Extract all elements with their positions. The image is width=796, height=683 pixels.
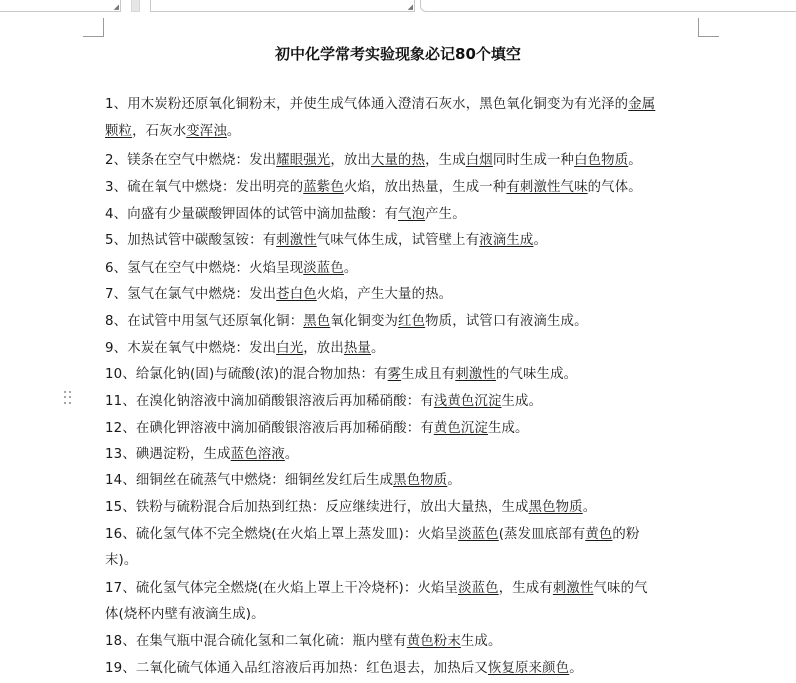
line-text: 的气体。 — [587, 180, 642, 195]
paragraph-line — [105, 287, 452, 303]
toolbar-group[interactable] — [0, 0, 121, 12]
line-text: (蒸发皿底部有 — [498, 527, 586, 542]
line-text: 。 — [628, 153, 642, 168]
line-text: 15、铁粉与硫粉混合后加热到红热：反应继续进行，放出大量热，生成 — [105, 500, 529, 515]
toolbar-group[interactable] — [150, 0, 415, 12]
answer-blank: 黑色 — [303, 314, 331, 329]
line-text: 。 — [582, 500, 597, 515]
line-text: 18、在集气瓶中混合硫化氢和二氧化硫：瓶内壁有 — [105, 634, 407, 649]
line-text: 13、碘遇淀粉，生成 — [105, 447, 231, 462]
document-title: 初中化学常考实验现象必记80个填空 — [275, 45, 521, 63]
line-text: 的气味生成。 — [495, 367, 578, 382]
paragraph-line — [105, 233, 547, 249]
paragraph-line — [105, 394, 542, 410]
paragraph-line — [105, 180, 642, 196]
paragraph-line — [105, 341, 385, 357]
paragraph-line — [105, 500, 596, 516]
line-text: 末)。 — [105, 553, 138, 568]
paragraph-line — [105, 581, 648, 597]
answer-blank: 黄色粉末 — [406, 634, 461, 649]
toolbar-group[interactable] — [420, 0, 796, 12]
line-text: 产生。 — [425, 207, 466, 222]
page-corner-mark — [698, 18, 719, 37]
line-text: 生成。 — [487, 421, 529, 436]
line-text: 火焰，放出热量，生成一种 — [343, 180, 507, 195]
page-corner-mark — [83, 18, 104, 37]
answer-blank: 金属 — [628, 97, 656, 112]
line-text: 。 — [284, 447, 299, 462]
line-text: 14、细铜丝在硫蒸气中燃烧：细铜丝发红后生成 — [105, 473, 394, 488]
answer-blank: 淡蓝色 — [303, 261, 344, 276]
paragraph-line — [105, 421, 529, 437]
line-text: 生成且有 — [401, 367, 456, 382]
line-text: ，生成有 — [498, 581, 553, 596]
answer-blank: 黑色物质 — [528, 500, 583, 515]
answer-blank: 变浑浊 — [186, 124, 227, 139]
paragraph-line — [105, 661, 583, 677]
answer-blank: 淡蓝色 — [458, 581, 499, 596]
line-text: 的粉 — [612, 527, 640, 542]
answer-blank: 黄色沉淀 — [433, 421, 488, 436]
line-text: 16、硫化氢气体不完全燃烧(在火焰上罩上蒸发皿)：火焰呈 — [105, 527, 459, 542]
paragraph-line — [105, 607, 265, 623]
answer-blank: 热量 — [343, 341, 371, 356]
line-text: ，放出 — [303, 341, 344, 356]
line-text: 9、木炭在氧气中燃烧：发出 — [105, 341, 277, 356]
answer-blank: 白烟 — [465, 153, 493, 168]
paragraph-line — [105, 314, 588, 330]
answer-blank: 雾 — [387, 367, 402, 382]
line-text: 。 — [447, 473, 461, 488]
answer-blank: 黄色 — [585, 527, 613, 542]
drag-handle-icon[interactable] — [64, 391, 72, 405]
answer-blank: 颗粒 — [105, 124, 133, 139]
paragraph-line — [105, 527, 640, 543]
line-text: 2、镁条在空气中燃烧：发出 — [105, 153, 277, 168]
line-text: 1、用木炭粉还原氧化铜粉末，并使生成气体通入澄清石灰水，黑色氧化铜变为有光泽的 — [105, 97, 629, 112]
line-text: 4、向盛有少量碳酸钾固体的试管中滴加盐酸：有 — [105, 207, 399, 222]
line-text: 生成。 — [460, 634, 502, 649]
line-text: 。 — [370, 341, 385, 356]
line-text: ，石灰水 — [132, 124, 187, 139]
line-text: ，生成 — [425, 153, 466, 168]
paragraph-line — [105, 447, 298, 463]
line-text: 6、氢气在空气中燃烧：火焰呈现 — [105, 261, 304, 276]
line-text: 。 — [343, 261, 358, 276]
paragraph-line — [105, 207, 466, 223]
line-text: 火焰，产生大量的热。 — [316, 287, 453, 302]
answer-blank: 白色物质 — [574, 153, 629, 168]
line-text: 物质，试管口有液滴生成。 — [425, 314, 588, 329]
top-toolbar — [0, 0, 796, 14]
answer-blank: 大量的热 — [370, 153, 426, 168]
line-text: 气味气体生成，试管壁上有 — [316, 233, 480, 248]
answer-blank: 黑色物质 — [393, 473, 448, 488]
answer-blank: 气泡 — [398, 207, 426, 222]
answer-blank: 红色 — [398, 314, 426, 329]
line-text: 3、硫在氧气中燃烧：发出明亮的 — [105, 180, 304, 195]
answer-blank: 刺激性 — [276, 233, 317, 248]
answer-blank: 蓝色溶液 — [230, 447, 285, 462]
paragraph-line — [105, 97, 655, 113]
paragraph-line — [105, 124, 240, 140]
line-text: 8、在试管中用氢气还原氧化铜： — [105, 314, 304, 329]
line-text: 11、在溴化钠溶液中滴加硝酸银溶液后再加稀硝酸：有 — [105, 394, 434, 409]
paragraph-line — [105, 634, 502, 650]
answer-blank: 刺激性 — [455, 367, 496, 382]
line-text: 气味的气 — [593, 581, 648, 596]
line-text: 。 — [533, 233, 547, 248]
line-text: 19、二氧化硫气体通入品红溶液后再加热：红色退去，加热后又 — [105, 661, 488, 676]
line-text: 。 — [226, 124, 241, 139]
answer-blank: 白光 — [276, 341, 304, 356]
toolbar-separator — [131, 0, 140, 12]
answer-blank: 蓝紫色 — [303, 180, 344, 195]
line-text: 生成。 — [501, 394, 543, 409]
line-text: 5、加热试管中碳酸氢铵：有 — [105, 233, 277, 248]
answer-blank: 液滴生成 — [479, 233, 534, 248]
answer-blank: 苍白色 — [276, 287, 317, 302]
line-text: 体(烧杯内壁有液滴生成)。 — [105, 607, 265, 622]
answer-blank: 恢复原来颜色 — [487, 661, 570, 676]
expand-corner-icon[interactable]: ◢ — [113, 3, 119, 11]
line-text: 12、在碘化钾溶液中滴加硝酸银溶液后再加稀硝酸：有 — [105, 421, 434, 436]
paragraph-line — [105, 367, 577, 383]
line-text: 7、氢气在氯气中燃烧：发出 — [105, 287, 277, 302]
line-text: 。 — [569, 661, 583, 676]
paragraph-line — [105, 153, 642, 169]
paragraph-line — [105, 261, 357, 277]
line-text: 氧化铜变为 — [330, 314, 399, 329]
line-text: 10、给氯化钠(固)与硫酸(浓)的混合物加热：有 — [105, 367, 388, 382]
answer-blank: 浅黄色沉淀 — [433, 394, 502, 409]
paragraph-line — [105, 473, 461, 489]
expand-corner-icon[interactable]: ◢ — [407, 3, 413, 11]
answer-blank: 刺激性 — [552, 581, 594, 596]
line-text: ，放出 — [330, 153, 371, 168]
answer-blank: 有刺激性气味 — [506, 180, 588, 195]
paragraph-line — [105, 553, 137, 569]
answer-blank: 淡蓝色 — [458, 527, 499, 542]
line-text: 同时生成一种 — [492, 153, 575, 168]
line-text: 17、硫化氢气体完全燃烧(在火焰上罩上干冷烧杯)：火焰呈 — [105, 581, 459, 596]
answer-blank: 耀眼强光 — [276, 153, 331, 168]
